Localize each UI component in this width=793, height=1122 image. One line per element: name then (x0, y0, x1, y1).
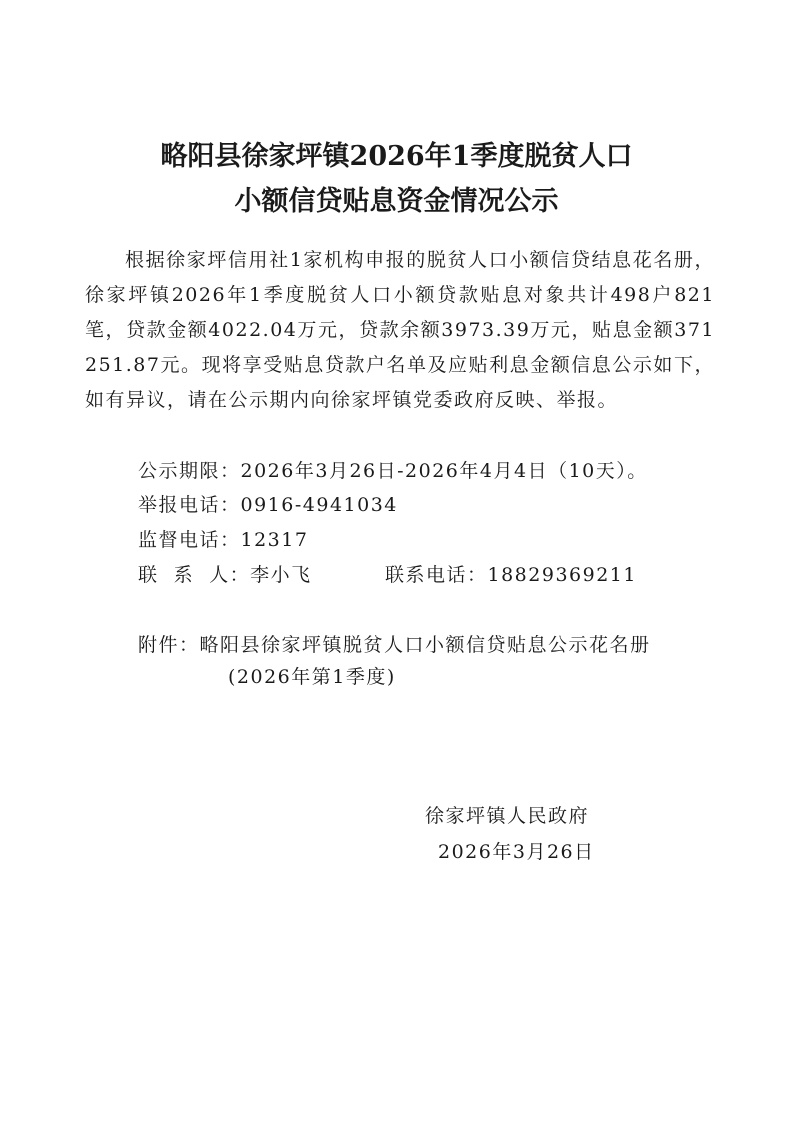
body-paragraph: 根据徐家坪信用社1家机构申报的脱贫人口小额信贷结息花名册，徐家坪镇2026年1季度脱贫人口小额贷款贴息对象共计498户821笔，贷款金额4022.04万元，贷款余额3973.39万元，贴息金额371251.87元。现将享受贴息贷款户名单及应贴利息金额信息公示如下，如有异议，请在公示期内向徐家坪镇党委政府反映、举报。 (85, 249, 715, 411)
signature-org: 徐家坪镇人民政府 (425, 805, 590, 827)
title-line-1: 略阳县徐家坪镇2026年1季度脱贫人口 (160, 141, 633, 172)
signature-date: 2026年3月26日 (438, 841, 595, 863)
supervise-phone: 监督电话：12317 (138, 529, 309, 551)
contact-person: 联 系 人：李小飞 (138, 564, 312, 586)
title-line-2: 小额信贷贴息资金情况公示 (234, 186, 559, 217)
report-phone: 举报电话：0916-4941034 (138, 494, 398, 516)
contact-phone: 联系电话：18829369211 (385, 564, 637, 586)
attachment-line-2: (2026年第1季度) (228, 666, 396, 688)
attachment-line-1: 附件：略阳县徐家坪镇脱贫人口小额信贷贴息公示花名册 (138, 634, 651, 656)
notice-period: 公示期限：2026年3月26日-2026年4月4日（10天）。 (138, 460, 648, 482)
